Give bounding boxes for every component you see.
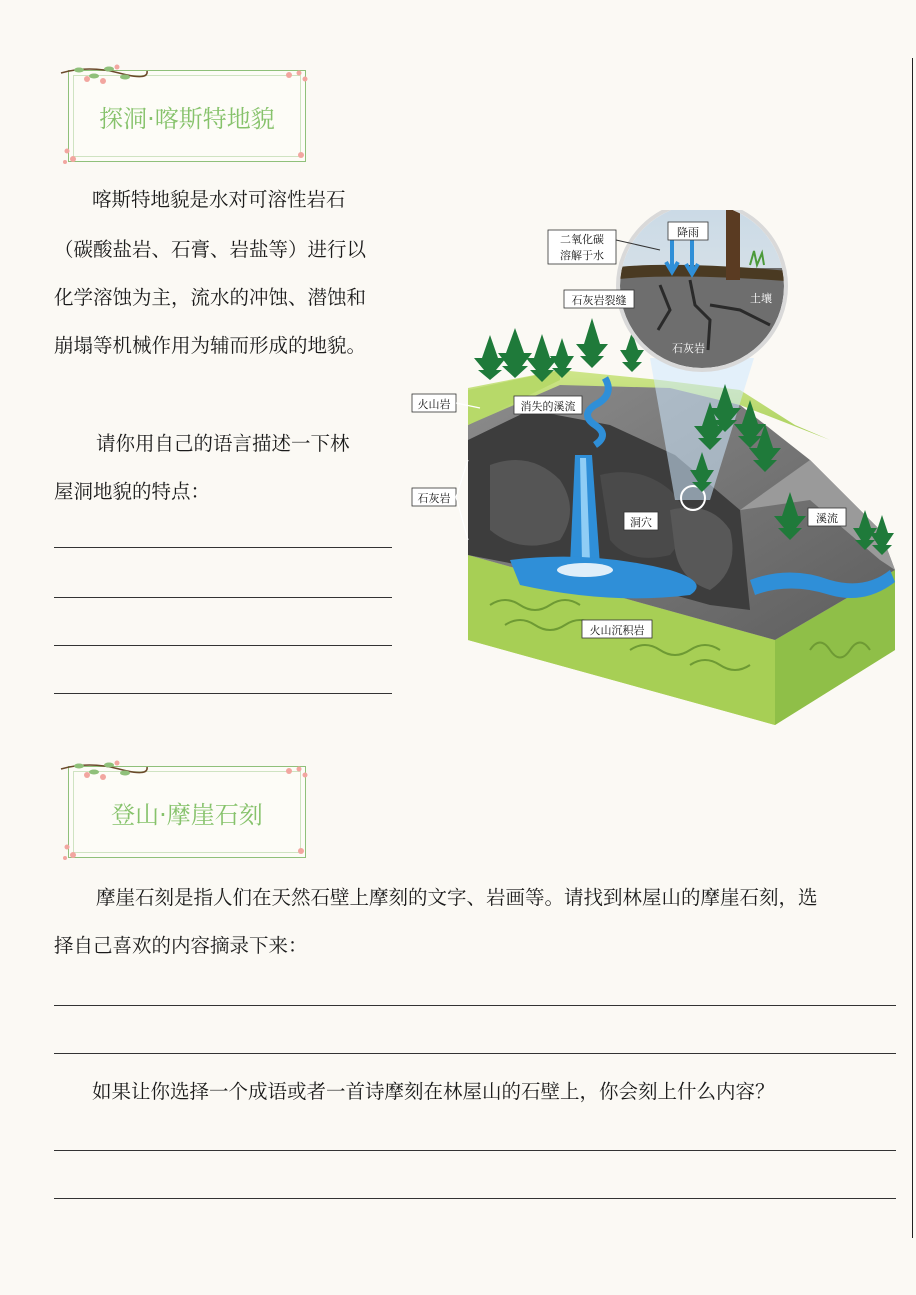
label-dissolve: 溶解于水 xyxy=(560,249,604,262)
answer-blank-line[interactable] xyxy=(54,1005,896,1006)
section1-question-line: 请你用自己的语言描述一下林 xyxy=(96,432,350,455)
section2-title-frame xyxy=(68,766,306,858)
answer-blank-line[interactable] xyxy=(54,1053,896,1054)
section1-intro-line: 崩塌等机械作用为辅而形成的地貌。 xyxy=(54,334,367,357)
section1-intro-line: 化学溶蚀为主，流水的冲蚀、潜蚀和 xyxy=(54,286,367,309)
answer-blank-line[interactable] xyxy=(54,1198,896,1199)
karst-landform-diagram xyxy=(410,210,916,750)
label-vanishing-stream: 消失的溪流 xyxy=(520,400,576,413)
section1-question-line: 屋洞地貌的特点： xyxy=(54,480,211,503)
label-crack: 石灰岩裂缝 xyxy=(571,294,627,307)
answer-blank-line[interactable] xyxy=(54,693,392,694)
answer-blank-line[interactable] xyxy=(54,1150,896,1151)
answer-blank-line[interactable] xyxy=(54,597,392,598)
label-limestone-inset: 石灰岩 xyxy=(672,342,705,355)
section2-question: 如果让你选择一个成语或者一首诗摩刻在林屋山的石壁上，你会刻上什么内容？ xyxy=(92,1080,775,1103)
label-soil: 土壤 xyxy=(750,292,772,305)
section2-intro-line: 摩崖石刻是指人们在天然石壁上摩刻的文字、岩画等。请找到林屋山的摩崖石刻，选 xyxy=(96,886,818,909)
label-stream: 溪流 xyxy=(816,512,838,525)
section1-intro-line: （碳酸盐岩、石膏、岩盐等）进行以 xyxy=(54,238,367,261)
answer-blank-line[interactable] xyxy=(54,645,392,646)
section1-title: 探洞·喀斯特地貌 xyxy=(99,104,275,133)
label-cave: 洞穴 xyxy=(630,516,652,529)
section1-intro-line: 喀斯特地貌是水对可溶性岩石 xyxy=(92,188,346,211)
label-co2: 二氧化碳 xyxy=(560,233,604,246)
label-volcanic-sediment: 火山沉积岩 xyxy=(589,624,645,637)
label-volcanic-rock: 火山岩 xyxy=(417,398,451,411)
section1-title-frame xyxy=(68,70,306,162)
section2-title: 登山·摩崖石刻 xyxy=(111,800,263,829)
label-rain: 降雨 xyxy=(677,226,699,239)
section2-intro-line: 择自己喜欢的内容摘录下来： xyxy=(54,934,308,957)
label-limestone: 石灰岩 xyxy=(417,492,451,505)
answer-blank-line[interactable] xyxy=(54,547,392,548)
